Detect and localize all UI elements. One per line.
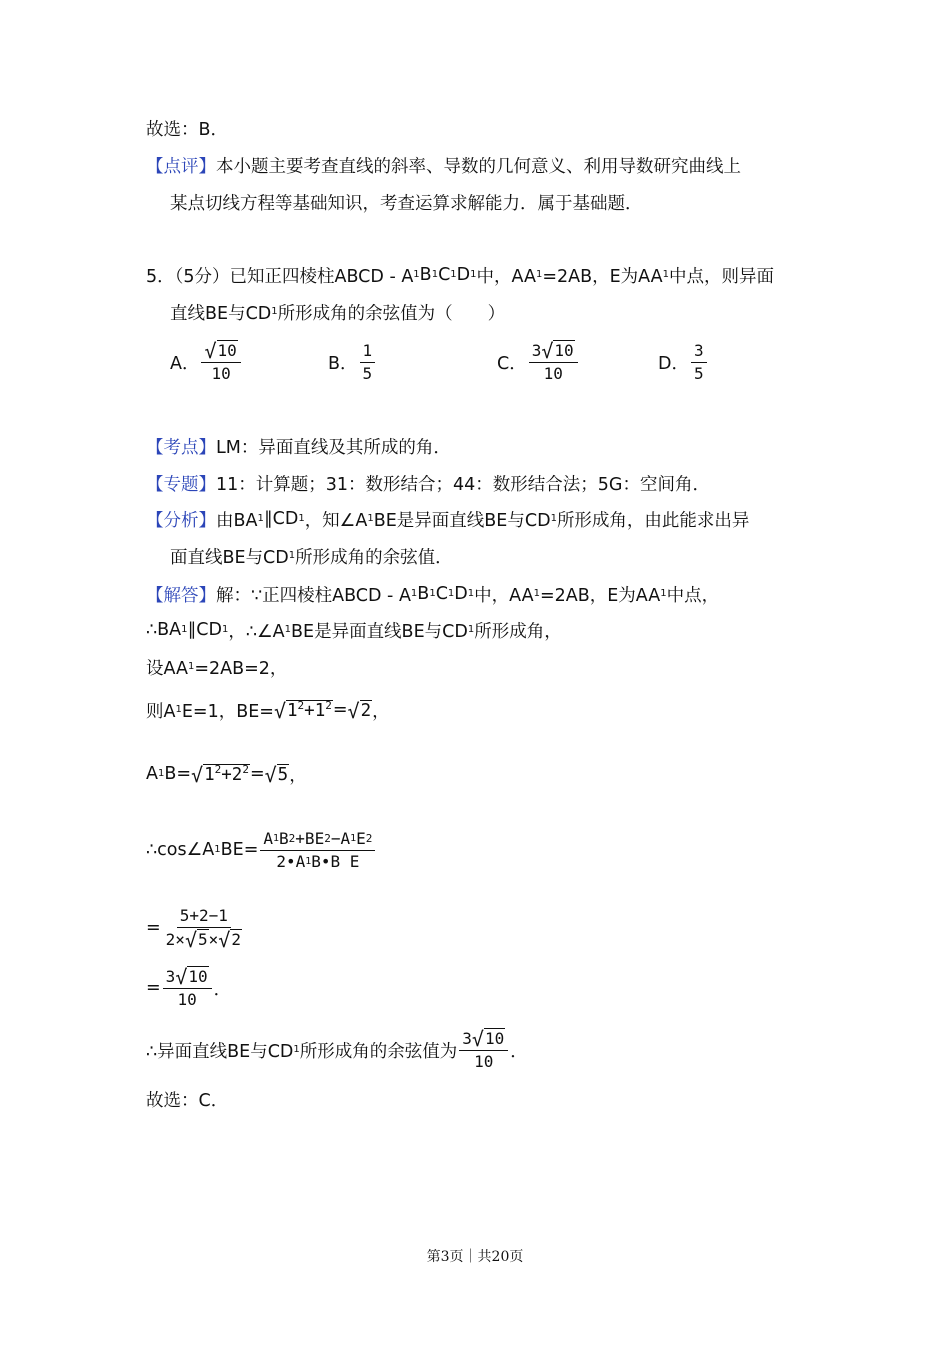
text: 3 — [462, 1028, 472, 1048]
answer-choice — [146, 1069, 228, 1129]
text: 3 — [693, 340, 704, 360]
fraction — [459, 1028, 508, 1072]
denominator — [691, 363, 707, 384]
text: 5．（5分）已知正四棱柱ABCD - A — [146, 266, 414, 287]
text: 1 — [287, 700, 298, 721]
radical-sign-icon: √ — [175, 965, 188, 989]
text: 10 — [217, 341, 237, 360]
radical-sign-icon: √ — [471, 1027, 484, 1051]
text: −A — [330, 828, 351, 848]
numerator — [360, 341, 376, 363]
text: 10 — [554, 341, 574, 360]
square-root — [274, 700, 333, 721]
radical-sign-icon: √ — [541, 339, 554, 363]
text: 5 — [197, 930, 208, 949]
text: +BE — [295, 828, 325, 848]
text: 1 — [204, 764, 215, 785]
text: =2AB，E为AA — [542, 266, 663, 287]
text: 所形成角的余弦值为 — [299, 1041, 458, 1062]
text: = — [332, 700, 348, 720]
radicand — [197, 929, 209, 950]
option-a — [170, 332, 243, 392]
text: +1 — [304, 700, 326, 721]
numerator — [459, 1028, 508, 1051]
text: 11：计算题；31：数形结合；44：数形结合法；5G：空间角． — [216, 474, 710, 495]
text: 1 — [362, 340, 373, 360]
text: 10 — [474, 1052, 494, 1071]
text: A — [146, 764, 158, 784]
analysis: 【分析】 由BA 1 ∥CD 1 ，知∠A 1 BE是异面直线BE与CD 1 所形成角，由此能求出异 — [146, 489, 749, 549]
text: +2 — [221, 764, 243, 785]
text: 本小题主要考查直线的斜率、导数的几何意义、利用导数研究曲线上 — [216, 156, 741, 177]
text: 2•A — [276, 851, 306, 871]
solution-step: A 1 B= √ $1^2+2^2$ = √ 5 ， — [146, 762, 307, 787]
square-root — [191, 764, 250, 785]
radical-sign-icon: √ — [204, 339, 217, 363]
text: 设AA — [146, 658, 188, 679]
solution-step: 则A 1 E=1，BE= √ $1^2+1^2$ = √ 2 ， — [146, 698, 390, 723]
text: ∴异面直线BE与CD — [146, 1041, 294, 1062]
text: 5 — [277, 764, 289, 785]
text: 10 — [188, 967, 208, 986]
text: = — [146, 918, 161, 938]
analysis-cont: 面直线BE与CD 1 所形成角的余弦值． — [170, 526, 453, 586]
text: BE是异面直线BE与CD — [291, 621, 468, 642]
comment-line-cont — [170, 172, 643, 232]
text: B= — [164, 764, 192, 784]
radical-sign-icon: √ — [273, 698, 286, 723]
text: 中，AA — [476, 266, 536, 287]
text: A — [263, 828, 273, 848]
denominator — [360, 363, 376, 384]
radicand — [230, 929, 242, 950]
radicand — [360, 700, 373, 721]
text: ，∴∠A — [228, 621, 285, 642]
text: 2× — [165, 929, 185, 949]
square-root — [541, 340, 574, 361]
text: 5+2−1 — [179, 906, 228, 925]
text: 直线BE与CD — [170, 303, 272, 324]
text: D — [454, 584, 468, 604]
text: B — [417, 584, 430, 604]
radicand — [286, 700, 333, 721]
text: BE是异面直线BE与CD — [373, 510, 551, 531]
text: D — [456, 265, 471, 285]
text: = — [249, 764, 265, 784]
text: 10 — [177, 990, 197, 1009]
denominator — [471, 1051, 496, 1072]
radical-sign-icon: √ — [218, 928, 231, 952]
text: 10 — [543, 364, 563, 383]
text: ． — [510, 1041, 528, 1062]
square-root — [218, 929, 242, 950]
text: 所形成角， — [474, 621, 562, 642]
solution-step: ∴BA 1 ∥CD 1 ，∴∠A 1 BE是异面直线BE与CD 1 所形成角， — [146, 600, 562, 660]
text: LM：异面直线及其所成的角． — [216, 437, 451, 458]
text: ． — [213, 979, 232, 1000]
superscript: 2 — [242, 762, 249, 776]
text: 故选：B． — [146, 119, 229, 140]
text: 3 — [531, 340, 542, 360]
text: 中点， — [666, 585, 720, 606]
text: E=1，BE= — [181, 701, 274, 722]
denominator — [163, 928, 245, 950]
text: =2AB，E为AA — [539, 585, 661, 606]
text: ， — [289, 765, 307, 786]
section-label: 【考点】 — [146, 437, 216, 458]
text: B — [419, 265, 432, 285]
superscript: 2 — [214, 762, 222, 776]
page-footer: 第3页｜共20页 — [426, 1249, 524, 1265]
fraction — [691, 341, 707, 384]
option-b — [328, 332, 377, 392]
fraction — [529, 340, 578, 384]
text: 10 — [211, 364, 231, 383]
fraction — [201, 340, 240, 384]
section-label: 【专题】 — [146, 474, 216, 495]
question-5-cont: 直线BE与CD 1 所形成角的余弦值为（ ） — [170, 282, 505, 342]
text: 解：∵正四棱柱ABCD - A — [216, 585, 411, 606]
superscript: 2 — [297, 698, 305, 712]
text: ， — [372, 701, 390, 722]
text: B•B E — [311, 851, 360, 871]
denominator — [175, 989, 200, 1010]
numerator — [529, 340, 578, 363]
numerator — [163, 966, 212, 989]
text: 10 — [484, 1029, 505, 1048]
solution: 【解答】 解：∵正四棱柱ABCD - A 1 B 1 C 1 D 1 中，AA 1 =2AB，E为AA 1 中点， — [146, 564, 719, 624]
fraction — [163, 906, 245, 950]
text: 则A — [146, 701, 176, 722]
text: ，知∠A — [304, 510, 368, 531]
solution-step — [146, 958, 231, 1018]
radicand — [484, 1028, 505, 1049]
option-c — [497, 332, 580, 392]
radicand — [217, 340, 238, 361]
text: 2 — [231, 930, 241, 949]
radicand — [203, 764, 250, 785]
text: C． — [497, 353, 527, 374]
text: = — [146, 978, 161, 998]
text: B — [279, 828, 289, 848]
denominator — [209, 363, 234, 384]
radicand — [277, 764, 290, 785]
text: × — [208, 929, 219, 949]
text: 所形成角的余弦值为（ ） — [277, 303, 506, 324]
solution-step — [146, 898, 247, 958]
question-5: 5．（5分）已知正四棱柱ABCD - A 1 B 1 C 1 D 1 中，AA 1 =2AB，E为AA 1 中点，则异面 — [146, 245, 774, 305]
text: D． — [658, 353, 689, 374]
numerator — [691, 341, 707, 363]
radical-sign-icon: √ — [347, 698, 360, 723]
fraction — [260, 829, 375, 872]
text: 由BA — [216, 510, 258, 531]
text: 所形成角的余弦值． — [295, 547, 453, 568]
text: ∴cos∠A — [146, 840, 215, 860]
square-root — [175, 966, 208, 987]
text: =2AB=2， — [194, 658, 288, 679]
numerator — [201, 340, 240, 363]
text: B． — [328, 353, 358, 374]
option-d — [658, 332, 709, 392]
text: C — [438, 265, 451, 285]
radical-sign-icon: √ — [191, 762, 204, 787]
fraction — [360, 341, 376, 384]
text: 某点切线方程等基础知识，考查运算求解能力．属于基础题． — [170, 193, 643, 214]
text: ∥CD — [263, 509, 299, 529]
square-root — [204, 340, 237, 361]
text: 所形成角，由此能求出异 — [556, 510, 750, 531]
section-label: 【点评】 — [146, 156, 216, 177]
square-root — [348, 700, 373, 721]
solution-step: ∴cos∠A 1 BE= A 1 B 2 +BE 2 −A 1 E 2 2•A 1 B•B E — [146, 820, 377, 880]
text: 2 — [360, 700, 372, 721]
text: 5 — [693, 363, 704, 383]
square-root — [472, 1028, 505, 1049]
text: ∴BA — [146, 620, 182, 640]
text: 5 — [362, 363, 373, 383]
text: 面直线BE与CD — [170, 547, 289, 568]
square-root — [185, 929, 209, 950]
text: 故选：C． — [146, 1090, 229, 1111]
radical-sign-icon: √ — [184, 928, 197, 952]
radicand — [553, 340, 574, 361]
denominator: 2•A 1 B•B E — [276, 851, 360, 871]
solution-step: 设AA 1 =2AB=2， — [146, 637, 287, 697]
superscript: 2 — [325, 698, 332, 712]
text: ∥CD — [187, 620, 222, 640]
square-root — [265, 764, 290, 785]
radicand — [187, 966, 208, 987]
text: C — [435, 584, 448, 604]
text: BE= — [220, 840, 259, 860]
denominator — [541, 363, 566, 384]
radical-sign-icon: √ — [264, 762, 277, 787]
text: A． — [170, 353, 200, 374]
section-label: 【分析】 — [146, 510, 216, 531]
numerator — [177, 906, 231, 928]
text: 中，AA — [474, 585, 534, 606]
text: 3 — [165, 966, 176, 986]
solution-conclusion: ∴异面直线BE与CD 1 所形成角的余弦值为 3 √ 10 10 ． — [146, 1027, 528, 1071]
text: E — [356, 828, 366, 848]
fraction — [163, 966, 212, 1010]
numerator: A 1 B 2 +BE 2 −A 1 E 2 — [260, 829, 375, 851]
section-label: 【解答】 — [146, 585, 216, 606]
text: 中点，则异面 — [668, 266, 774, 287]
